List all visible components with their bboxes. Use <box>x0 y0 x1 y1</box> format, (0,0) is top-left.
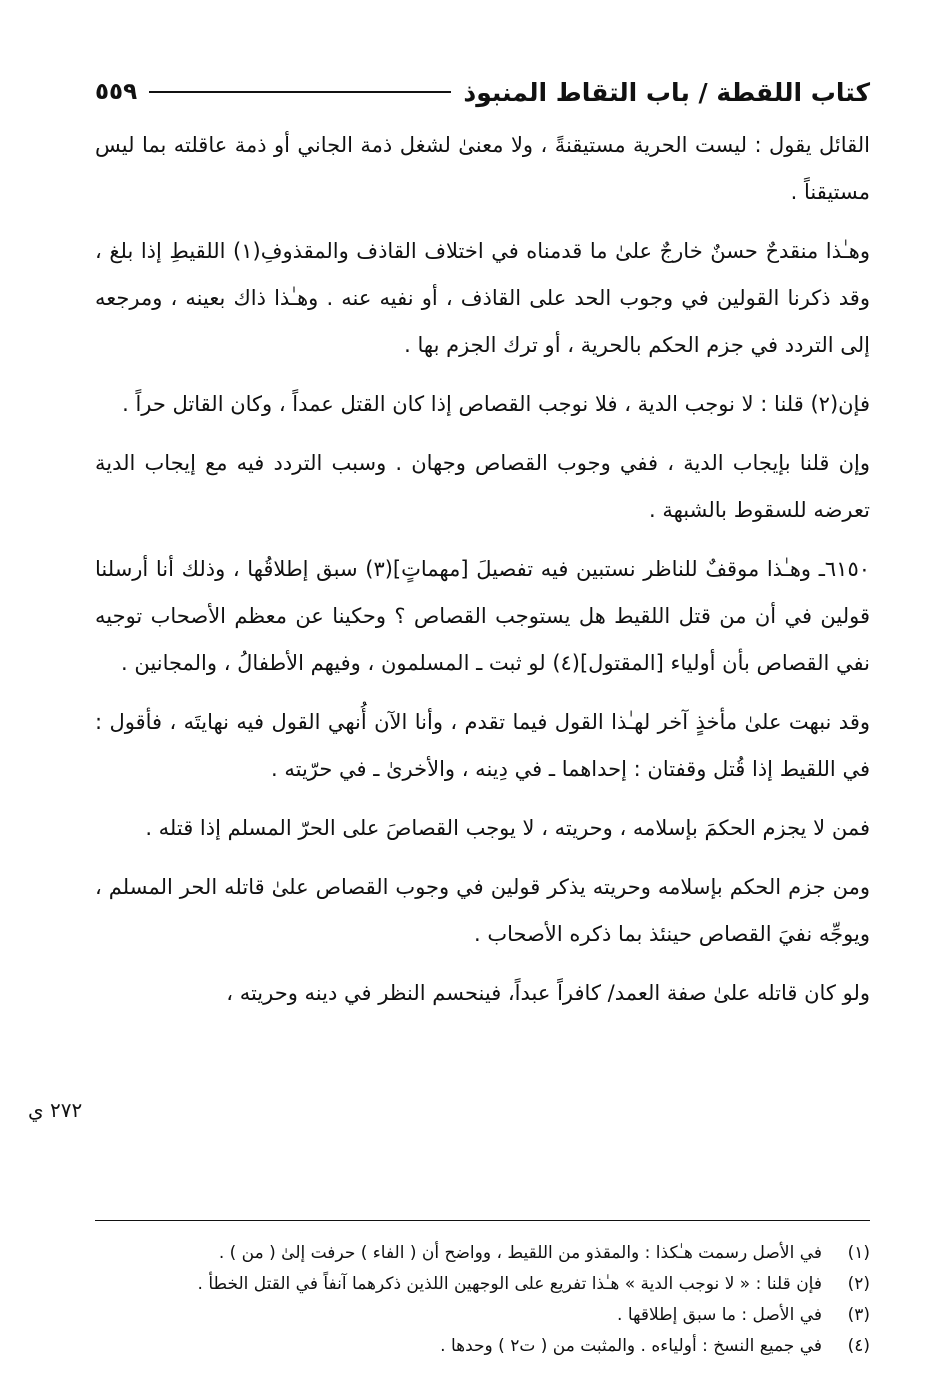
paragraph: ولو كان قاتله علىٰ صفة العمد/ كافراً عبداً، فينحسم النظر في دينه وحريته ، <box>226 981 870 1005</box>
main-text <box>95 122 870 1017</box>
paragraph: وهـٰذا منقدحٌ حسنٌ خارجٌ علىٰ ما قدمناه في اختلاف القاذف والمقذوفِ(١) اللقيطِ إذا بلغ ، وقد ذكرنا القولين في وجوب الحد على القاذف ، أو نفيه عنه . وهـٰذا ذاك بعينه ، ومرجعه إلى التردد في جزم الحكم بالحرية ، أو ترك الجزم بها . <box>95 239 871 357</box>
footnote-number: (٣) <box>847 1305 870 1325</box>
footnote-text: فإن قلنا : « لا نوجب الدية » هـٰذا تفريع على الوجهين اللذين ذكرهما آنفاً في القتل الخطأ . <box>197 1274 822 1294</box>
footnote-text: في الأصل : ما سبق إطلاقها . <box>617 1305 822 1325</box>
footnote <box>95 1269 870 1300</box>
footnote-text: في الأصل رسمت هـٰكذا : والمقذو من اللقيط ، وواضح أن ( الفاء ) حرفت إلىٰ ( من ) . <box>218 1243 822 1263</box>
footnote-number: (١) <box>847 1243 870 1263</box>
footnote <box>95 1300 870 1331</box>
book-page <box>95 70 870 1360</box>
footnote <box>95 1238 870 1269</box>
paragraph: القائل يقول : ليست الحرية مستيقنةً ، ولا معنىٰ لشغل ذمة الجاني أو ذمة عاقلته بما ليس مستيقناً . <box>95 133 870 204</box>
paragraph: وقد نبهت علىٰ مأخذٍ آخر لهـٰذا القول فيما تقدم ، وأنا الآن أُنهي القول فيه نهايتَه ، فأقول : في اللقيط إذا قُتل وقفتان : إحداهما ـ في دِينه ، والأخرىٰ ـ في حرّيته . <box>95 710 870 781</box>
header-title: كتاب اللقطة / باب التقاط المنبوذ <box>463 77 870 107</box>
paragraph: ٦١٥٠ـ وهـٰذا موقفٌ للناظر نستبين فيه تفصيلَ [مهماتٍ](٣) سبق إطلاقُها ، وذلك أنا أرسلنا قولين في أن من قتل اللقيط هل يستوجب القصاص ؟ وحكينا عن معظم الأصحاب توجيه نفي القصاص بأن أولياء [المقتول](٤) لو ثبت ـ المسلمون ، وفيهم الأطفالُ ، والمجانين . <box>95 557 871 675</box>
footnote-text: في جميع النسخ : أولياءه . والمثبت من ( ت٢ ) وحدها . <box>440 1336 822 1356</box>
footnotes <box>95 1238 870 1362</box>
running-header <box>95 70 870 114</box>
margin-note: ٢٧٢ ي <box>28 1098 83 1122</box>
footnote <box>95 1331 870 1362</box>
header-rule <box>149 91 451 93</box>
paragraph: وإن قلنا بإيجاب الدية ، ففي وجوب القصاص وجهان . وسبب التردد فيه مع إيجاب الدية تعرضه للسقوط بالشبهة . <box>95 451 870 522</box>
page-number: ٥٥٩ <box>95 79 138 105</box>
paragraph: فإن(٢) قلنا : لا نوجب الدية ، فلا نوجب القصاص إذا كان القتل عمداً ، وكان القاتل حراً . <box>122 392 870 416</box>
paragraph: ومن جزم الحكم بإسلامه وحريته يذكر قولين في وجوب القصاص علىٰ قاتله الحر المسلم ، ويوجِّه نفيَ القصاص حينئذ بما ذكره الأصحاب . <box>95 875 870 946</box>
footnote-number: (٢) <box>847 1274 870 1294</box>
footnote-number: (٤) <box>847 1336 870 1356</box>
paragraph: فمن لا يجزم الحكمَ بإسلامه ، وحريته ، لا يوجب القصاصَ على الحرّ المسلم إذا قتله . <box>145 816 870 840</box>
footnote-separator <box>95 1220 870 1221</box>
